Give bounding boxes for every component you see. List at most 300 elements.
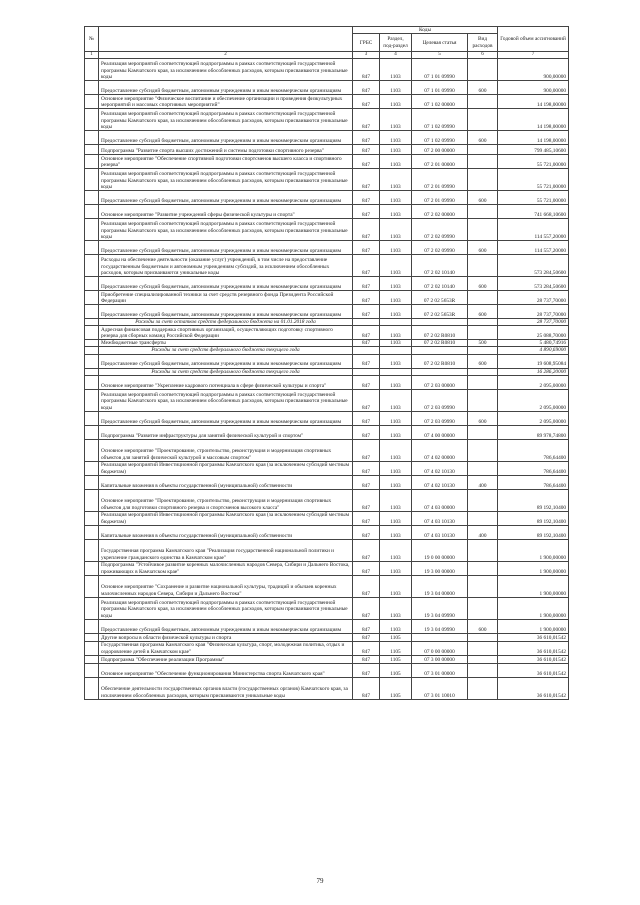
- row-grbs-cell: 847: [353, 641, 380, 655]
- row-cs-cell: [412, 633, 468, 641]
- row-razdel-cell: 1103: [380, 461, 412, 475]
- row-number-cell: [85, 511, 99, 525]
- row-cs-cell: 07 2 01 09990: [412, 191, 468, 205]
- row-grbs-cell: 847: [353, 619, 380, 633]
- row-grbs-cell: 847: [353, 663, 380, 677]
- row-cs-cell: 07 4 00 00000: [412, 425, 468, 439]
- row-sum-cell: 114 557,20000: [498, 241, 569, 255]
- row-number-cell: [85, 539, 99, 561]
- row-grbs-cell: 847: [353, 219, 380, 241]
- row-name-cell: Основное мероприятие "Сохранение и развитие национальной культуры, традиций и обычаев коренных малочисленных народов Севера, Сибири и Дальнего Востока": [99, 575, 353, 597]
- row-razdel-cell: 1103: [380, 95, 412, 109]
- row-vr-cell: [468, 539, 498, 561]
- row-vr-cell: [468, 425, 498, 439]
- index-cell: 6: [468, 52, 498, 59]
- row-grbs-cell: 847: [353, 340, 380, 347]
- row-cs-cell: 19 3 00 00000: [412, 561, 468, 575]
- row-vr-cell: 400: [468, 525, 498, 539]
- row-cs-cell: 07 2 03 09990: [412, 389, 468, 411]
- row-vr-cell: 600: [468, 191, 498, 205]
- table-row: [85, 663, 569, 677]
- row-grbs-cell: 847: [353, 475, 380, 489]
- row-grbs-cell: 847: [353, 145, 380, 155]
- row-grbs-cell: 847: [353, 205, 380, 219]
- row-cs-cell: 07 2 02 5653R: [412, 291, 468, 305]
- row-sum-cell: 786,64400: [498, 439, 569, 461]
- header-codes: Коды: [353, 27, 498, 34]
- row-cs-cell: 07 4 03 10130: [412, 525, 468, 539]
- index-cell: 7: [498, 52, 569, 59]
- row-razdel-cell: 1103: [380, 539, 412, 561]
- row-cs-cell: 07 2 00 00000: [412, 145, 468, 155]
- row-name-cell: Основное мероприятие "Обеспечение функционирования Министерства спорта Камчатского края": [99, 663, 353, 677]
- row-razdel-cell: 1105: [380, 633, 412, 641]
- row-vr-cell: [468, 663, 498, 677]
- header-razdel: Раздел, под-раздел: [380, 34, 412, 52]
- row-razdel-cell: 1103: [380, 81, 412, 95]
- row-number-cell: [85, 326, 99, 340]
- row-cs-cell: 07 4 02 00000: [412, 439, 468, 461]
- row-vr-cell: 500: [468, 340, 498, 347]
- row-razdel-cell: 1105: [380, 655, 412, 663]
- row-grbs-cell: 847: [353, 155, 380, 169]
- row-grbs-cell: 847: [353, 655, 380, 663]
- row-name-cell: Расходы на обеспечение деятельности (оказание услуг) учреждений, в том числе на предоставление государственным бюджетным и автономным учреждениям субсидий, за исключением обособленных расходов, которым присваиваются уникальные коды: [99, 255, 353, 277]
- row-razdel-cell: 1103: [380, 354, 412, 368]
- row-cs-cell: 07 2 01 00000: [412, 155, 468, 169]
- row-cs-cell: 07 4 02 10130: [412, 475, 468, 489]
- row-razdel-cell: 1103: [380, 191, 412, 205]
- row-vr-cell: [468, 255, 498, 277]
- row-cs-cell: 07 1 01 09990: [412, 81, 468, 95]
- index-cell: 5: [412, 52, 468, 59]
- row-sum-cell: 1 900,00000: [498, 575, 569, 597]
- row-number-cell: [85, 205, 99, 219]
- table-row: [85, 439, 569, 461]
- row-number-cell: [85, 389, 99, 411]
- table-row: [85, 619, 569, 633]
- row-number-cell: [85, 354, 99, 368]
- row-vr-cell: 600: [468, 619, 498, 633]
- row-razdel-cell: 1103: [380, 525, 412, 539]
- row-vr-cell: [468, 597, 498, 619]
- table-row: [85, 319, 569, 326]
- row-cs-cell: 07 2 02 09990: [412, 219, 468, 241]
- row-grbs-cell: 847: [353, 95, 380, 109]
- row-cs-cell: 07 2 02 10140: [412, 277, 468, 291]
- row-vr-cell: [468, 561, 498, 575]
- row-number-cell: [85, 677, 99, 699]
- row-name-cell: Государственная программа Камчатского края "Физическая культура, спорт, молодежная политика, отдых и оздоровление детей в Камчатском крае": [99, 641, 353, 655]
- row-number-cell: [85, 219, 99, 241]
- row-sum-cell: 114 557,20000: [498, 219, 569, 241]
- budget-sheet: [84, 26, 568, 700]
- row-number-cell: [85, 655, 99, 663]
- table-row: [85, 539, 569, 561]
- row-sum-cell: 36 610,01542: [498, 633, 569, 641]
- row-cs-cell: 07 3 00 00000: [412, 655, 468, 663]
- row-number-cell: [85, 319, 99, 326]
- table-row: [85, 255, 569, 277]
- table-row: [85, 411, 569, 425]
- table-row: [85, 511, 569, 525]
- row-name-cell: Основное мероприятие "Физическое воспитание и обеспечение организации и проведения физкультурных мероприятий и массовых спортивных мероприятий": [99, 95, 353, 109]
- row-name-cell: Предоставление субсидий бюджетным, автономным учреждениям и иным некоммерческим организациям: [99, 241, 353, 255]
- row-grbs-cell: 847: [353, 525, 380, 539]
- row-vr-cell: 600: [468, 277, 498, 291]
- row-name-cell: Подпрограмма "Устойчивое развитие коренных малочисленных народов Севера, Сибири и Дальнего Востока, проживающих в Камчатском крае": [99, 561, 353, 575]
- table-row: [85, 326, 569, 340]
- row-cs-cell: 07 1 02 00000: [412, 95, 468, 109]
- row-name-cell: Приобретение специализированной техники за счет средств резервного фонда Президента Российской Федерации: [99, 291, 353, 305]
- row-grbs-cell: 847: [353, 59, 380, 81]
- header-grbs: ГРБС: [353, 34, 380, 52]
- row-vr-cell: 600: [468, 241, 498, 255]
- row-razdel-cell: 1105: [380, 663, 412, 677]
- row-sum-cell: 89 192,10400: [498, 511, 569, 525]
- row-grbs-cell: 847: [353, 81, 380, 95]
- row-grbs-cell: 847: [353, 411, 380, 425]
- table-row: [85, 169, 569, 191]
- row-name-cell: Расходы за счет средств федерального бюджета текущего года: [99, 347, 353, 354]
- row-grbs-cell: 847: [353, 354, 380, 368]
- row-cs-cell: 19 3 04 09990: [412, 597, 468, 619]
- row-cs-cell: 07 1 02 09990: [412, 131, 468, 145]
- row-vr-cell: 600: [468, 411, 498, 425]
- header-name: [99, 27, 353, 52]
- row-number-cell: [85, 633, 99, 641]
- row-vr-cell: [468, 489, 498, 511]
- row-vr-cell: [468, 155, 498, 169]
- row-cs-cell: 19 3 04 00000: [412, 575, 468, 597]
- row-razdel-cell: 1103: [380, 219, 412, 241]
- row-sum-cell: 741 668,10600: [498, 205, 569, 219]
- row-razdel-cell: 1103: [380, 205, 412, 219]
- row-grbs-cell: 847: [353, 561, 380, 575]
- row-sum-cell: 28 737,70000: [498, 291, 569, 305]
- row-cs-cell: 07 3 01 00000: [412, 663, 468, 677]
- index-cell: 3: [353, 52, 380, 59]
- row-name-cell: Обеспечение деятельности государственных органов власти (государственных органов) Камчатского края, за исключением обособленных расходов, которым присваиваются уникальные коды: [99, 677, 353, 699]
- row-name-cell: Реализация мероприятий соответствующей подпрограммы в рамках соответствующей государственной программы Камчатского края, за исключением обособленных расходов, которым присваиваются уникальные коды: [99, 109, 353, 131]
- row-name-cell: Подпрограмма "Обеспечение реализации Программы": [99, 655, 353, 663]
- row-grbs-cell: 847: [353, 305, 380, 319]
- row-name-cell: Расходы за счет остатков средств федерального бюджета на 01.01.2018 года: [99, 319, 353, 326]
- table-row: [85, 475, 569, 489]
- table-row: [85, 59, 569, 81]
- row-name-cell: Предоставление субсидий бюджетным, автономным учреждениям и иным некоммерческим организациям: [99, 131, 353, 145]
- row-razdel-cell: [380, 368, 412, 375]
- table-row: [85, 575, 569, 597]
- table-row: [85, 95, 569, 109]
- row-vr-cell: [468, 511, 498, 525]
- row-razdel-cell: 1103: [380, 277, 412, 291]
- row-sum-cell: 36 610,01542: [498, 663, 569, 677]
- row-razdel-cell: 1103: [380, 109, 412, 131]
- table-row: [85, 375, 569, 389]
- row-vr-cell: [468, 95, 498, 109]
- row-grbs-cell: 847: [353, 539, 380, 561]
- row-name-cell: Предоставление субсидий бюджетным, автономным учреждениям и иным некоммерческим организациям: [99, 305, 353, 319]
- row-vr-cell: [468, 461, 498, 475]
- row-sum-cell: 900,00000: [498, 81, 569, 95]
- row-sum-cell: 25 088,70000: [498, 326, 569, 340]
- row-grbs-cell: [353, 347, 380, 354]
- table-row: [85, 145, 569, 155]
- row-vr-cell: [468, 677, 498, 699]
- row-vr-cell: 600: [468, 81, 498, 95]
- row-sum-cell: 1 900,00000: [498, 597, 569, 619]
- row-vr-cell: 400: [468, 475, 498, 489]
- row-vr-cell: [468, 205, 498, 219]
- row-number-cell: [85, 59, 99, 81]
- row-number-cell: [85, 347, 99, 354]
- row-razdel-cell: 1103: [380, 59, 412, 81]
- row-number-cell: [85, 155, 99, 169]
- row-number-cell: [85, 81, 99, 95]
- row-name-cell: Капитальные вложения в объекты государственной (муниципальной) собственности: [99, 525, 353, 539]
- table-row: [85, 131, 569, 145]
- row-vr-cell: [468, 389, 498, 411]
- row-number-cell: [85, 131, 99, 145]
- row-vr-cell: [468, 375, 498, 389]
- page-number: 79: [316, 877, 324, 885]
- row-cs-cell: 07 4 02 10130: [412, 461, 468, 475]
- row-name-cell: Предоставление субсидий бюджетным, автономным учреждениям и иным некоммерческим организациям: [99, 81, 353, 95]
- row-sum-cell: 2 095,00000: [498, 375, 569, 389]
- row-cs-cell: 07 1 01 09990: [412, 59, 468, 81]
- row-vr-cell: [468, 109, 498, 131]
- row-razdel-cell: 1103: [380, 561, 412, 575]
- row-vr-cell: [468, 439, 498, 461]
- row-vr-cell: [468, 641, 498, 655]
- row-cs-cell: [412, 347, 468, 354]
- table-row: [85, 525, 569, 539]
- row-number-cell: [85, 375, 99, 389]
- row-razdel-cell: 1103: [380, 255, 412, 277]
- row-number-cell: [85, 663, 99, 677]
- row-grbs-cell: 847: [353, 326, 380, 340]
- row-cs-cell: 07 2 02 R0810: [412, 354, 468, 368]
- row-vr-cell: [468, 219, 498, 241]
- table-row: [85, 368, 569, 375]
- index-cell: 2: [99, 52, 353, 59]
- row-cs-cell: 07 4 03 00000: [412, 489, 468, 511]
- header-row-1: [85, 27, 569, 34]
- row-name-cell: Межбюджетные трансферты: [99, 340, 353, 347]
- row-sum-cell: 14 198,00000: [498, 95, 569, 109]
- row-number-cell: [85, 340, 99, 347]
- row-name-cell: Капитальные вложения в объекты государственной (муниципальной) собственности: [99, 475, 353, 489]
- row-sum-cell: 28 737,70000: [498, 319, 569, 326]
- table-row: [85, 155, 569, 169]
- row-number-cell: [85, 109, 99, 131]
- row-vr-cell: [468, 655, 498, 663]
- row-number-cell: [85, 241, 99, 255]
- table-row: [85, 641, 569, 655]
- row-sum-cell: 1 900,00000: [498, 561, 569, 575]
- budget-table: [84, 26, 569, 700]
- row-sum-cell: 19 608,95084: [498, 354, 569, 368]
- table-row: [85, 277, 569, 291]
- row-grbs-cell: 847: [353, 439, 380, 461]
- header-number: №: [85, 27, 99, 52]
- row-grbs-cell: 847: [353, 255, 380, 277]
- row-grbs-cell: 847: [353, 277, 380, 291]
- row-razdel-cell: 1103: [380, 145, 412, 155]
- row-vr-cell: [468, 368, 498, 375]
- row-cs-cell: 07 2 01 09990: [412, 169, 468, 191]
- row-razdel-cell: 1103: [380, 475, 412, 489]
- table-row: [85, 425, 569, 439]
- row-number-cell: [85, 277, 99, 291]
- row-number-cell: [85, 145, 99, 155]
- header-vr: Вид расходов: [468, 34, 498, 52]
- row-cs-cell: 07 4 03 10130: [412, 511, 468, 525]
- row-number-cell: [85, 461, 99, 475]
- row-cs-cell: 07 2 02 5653R: [412, 305, 468, 319]
- row-razdel-cell: 1103: [380, 597, 412, 619]
- row-name-cell: Основное мероприятие "Проектирование, строительство, реконструкция и модернизация спортивных объектов для занятий физической культурой и массовым спортом": [99, 439, 353, 461]
- table-row: [85, 655, 569, 663]
- row-number-cell: [85, 525, 99, 539]
- row-vr-cell: [468, 575, 498, 597]
- row-name-cell: Адресная финансовая поддержка спортивных организаций, осуществляющих подготовку спортивного резерва для сборных команд Российской Федерации: [99, 326, 353, 340]
- row-sum-cell: 2 095,00000: [498, 389, 569, 411]
- row-name-cell: Реализация мероприятий соответствующей подпрограммы в рамках соответствующей государственной программы Камчатского края, за исключением обособленных расходов, которым присваиваются уникальные коды: [99, 169, 353, 191]
- row-razdel-cell: 1103: [380, 340, 412, 347]
- row-name-cell: Государственная программа Камчатского края "Реализация государственной национальной политики и укрепление гражданского единства в Камчатском крае": [99, 539, 353, 561]
- header-sum: Годовой объем ассигнований: [498, 27, 569, 52]
- row-vr-cell: 600: [468, 305, 498, 319]
- table-row: [85, 597, 569, 619]
- table-row: [85, 305, 569, 319]
- row-grbs-cell: 847: [353, 291, 380, 305]
- row-sum-cell: 573 284,50600: [498, 255, 569, 277]
- row-name-cell: Основное мероприятие "Развитие учреждений сферы физической культуры и спорта": [99, 205, 353, 219]
- row-razdel-cell: 1103: [380, 305, 412, 319]
- row-razdel-cell: 1103: [380, 131, 412, 145]
- row-sum-cell: 786,64400: [498, 475, 569, 489]
- header-cs: Целевая статья: [412, 34, 468, 52]
- row-sum-cell: 36 610,01542: [498, 677, 569, 699]
- index-cell: 4: [380, 52, 412, 59]
- index-cell: 1: [85, 52, 99, 59]
- row-number-cell: [85, 439, 99, 461]
- table-row: [85, 109, 569, 131]
- row-grbs-cell: 847: [353, 489, 380, 511]
- row-name-cell: Основное мероприятие "Обеспечение спортивной подготовки спортсменов высшего класса и спортивного резерва": [99, 155, 353, 169]
- table-row: [85, 219, 569, 241]
- row-name-cell: Подпрограмма "Развитие спорта высших достижений и системы подготовки спортивного резерва": [99, 145, 353, 155]
- row-cs-cell: 07 2 02 R0810: [412, 340, 468, 347]
- row-razdel-cell: 1103: [380, 155, 412, 169]
- row-cs-cell: 19 0 00 00000: [412, 539, 468, 561]
- row-grbs-cell: 847: [353, 461, 380, 475]
- row-number-cell: [85, 305, 99, 319]
- table-row: [85, 633, 569, 641]
- row-sum-cell: 573 284,50600: [498, 277, 569, 291]
- row-cs-cell: 07 0 00 00000: [412, 641, 468, 655]
- row-sum-cell: 799 485,10600: [498, 145, 569, 155]
- row-number-cell: [85, 475, 99, 489]
- row-razdel-cell: 1103: [380, 411, 412, 425]
- row-vr-cell: [468, 633, 498, 641]
- row-name-cell: Подпрограмма "Развитие инфраструктуры для занятий физической культурой и спортом": [99, 425, 353, 439]
- row-cs-cell: 19 3 04 09990: [412, 619, 468, 633]
- row-name-cell: Другие вопросы в области физической культуры и спорта: [99, 633, 353, 641]
- row-grbs-cell: [353, 368, 380, 375]
- table-row: [85, 191, 569, 205]
- table-row: [85, 389, 569, 411]
- table-row: [85, 347, 569, 354]
- row-vr-cell: [468, 319, 498, 326]
- row-sum-cell: 28 737,70000: [498, 305, 569, 319]
- row-name-cell: Предоставление субсидий бюджетным, автономным учреждениям и иным некоммерческим организациям: [99, 354, 353, 368]
- row-razdel-cell: 1103: [380, 439, 412, 461]
- row-grbs-cell: [353, 319, 380, 326]
- row-number-cell: [85, 641, 99, 655]
- row-razdel-cell: 1103: [380, 575, 412, 597]
- row-name-cell: Реализация мероприятий соответствующей подпрограммы в рамках соответствующей государственной программы Камчатского края, за исключением обособленных расходов, которым присваиваются уникальные коды: [99, 597, 353, 619]
- table-row: [85, 291, 569, 305]
- row-cs-cell: 07 2 02 R0810: [412, 326, 468, 340]
- row-number-cell: [85, 575, 99, 597]
- row-number-cell: [85, 368, 99, 375]
- row-number-cell: [85, 191, 99, 205]
- row-name-cell: Основное мероприятие "Проектирование, строительство, реконструкция и модернизация спортивных объектов для подготовки спортивного резерва и спортсменов высокого класса": [99, 489, 353, 511]
- row-name-cell: Реализация мероприятий соответствующей подпрограммы в рамках соответствующей государственной программы Камчатского края, за исключением обособленных расходов, которым присваиваются уникальные коды: [99, 389, 353, 411]
- row-grbs-cell: 847: [353, 425, 380, 439]
- row-cs-cell: 07 2 02 00000: [412, 205, 468, 219]
- row-razdel-cell: 1103: [380, 169, 412, 191]
- row-sum-cell: 14 198,00000: [498, 109, 569, 131]
- row-grbs-cell: 847: [353, 109, 380, 131]
- index-row: [85, 52, 569, 59]
- row-razdel-cell: 1103: [380, 241, 412, 255]
- row-name-cell: Предоставление субсидий бюджетным, автономным учреждениям и иным некоммерческим организациям: [99, 191, 353, 205]
- table-row: [85, 340, 569, 347]
- row-razdel-cell: 1105: [380, 677, 412, 699]
- row-sum-cell: 5 480,74916: [498, 340, 569, 347]
- row-sum-cell: 36 610,01542: [498, 655, 569, 663]
- row-cs-cell: [412, 319, 468, 326]
- row-grbs-cell: 847: [353, 191, 380, 205]
- row-razdel-cell: 1103: [380, 291, 412, 305]
- row-name-cell: Реализация мероприятий Инвестиционной программы Камчатского края (за исключением субсидий местным бюджетам): [99, 461, 353, 475]
- table-row: [85, 489, 569, 511]
- row-grbs-cell: 847: [353, 241, 380, 255]
- row-cs-cell: 07 2 02 10140: [412, 255, 468, 277]
- table-row: [85, 354, 569, 368]
- row-grbs-cell: 847: [353, 169, 380, 191]
- row-vr-cell: [468, 145, 498, 155]
- row-grbs-cell: 847: [353, 389, 380, 411]
- row-sum-cell: 55 721,00000: [498, 169, 569, 191]
- row-grbs-cell: 847: [353, 597, 380, 619]
- table-row: [85, 561, 569, 575]
- row-sum-cell: 36 610,01542: [498, 641, 569, 655]
- row-number-cell: [85, 255, 99, 277]
- row-sum-cell: 4 890,69000: [498, 347, 569, 354]
- table-row: [85, 205, 569, 219]
- row-name-cell: Расходы за счет средств федерального бюджета текущего года: [99, 368, 353, 375]
- row-number-cell: [85, 561, 99, 575]
- row-razdel-cell: 1105: [380, 641, 412, 655]
- table-body: [85, 59, 569, 700]
- row-grbs-cell: 847: [353, 511, 380, 525]
- row-sum-cell: 2 095,00000: [498, 411, 569, 425]
